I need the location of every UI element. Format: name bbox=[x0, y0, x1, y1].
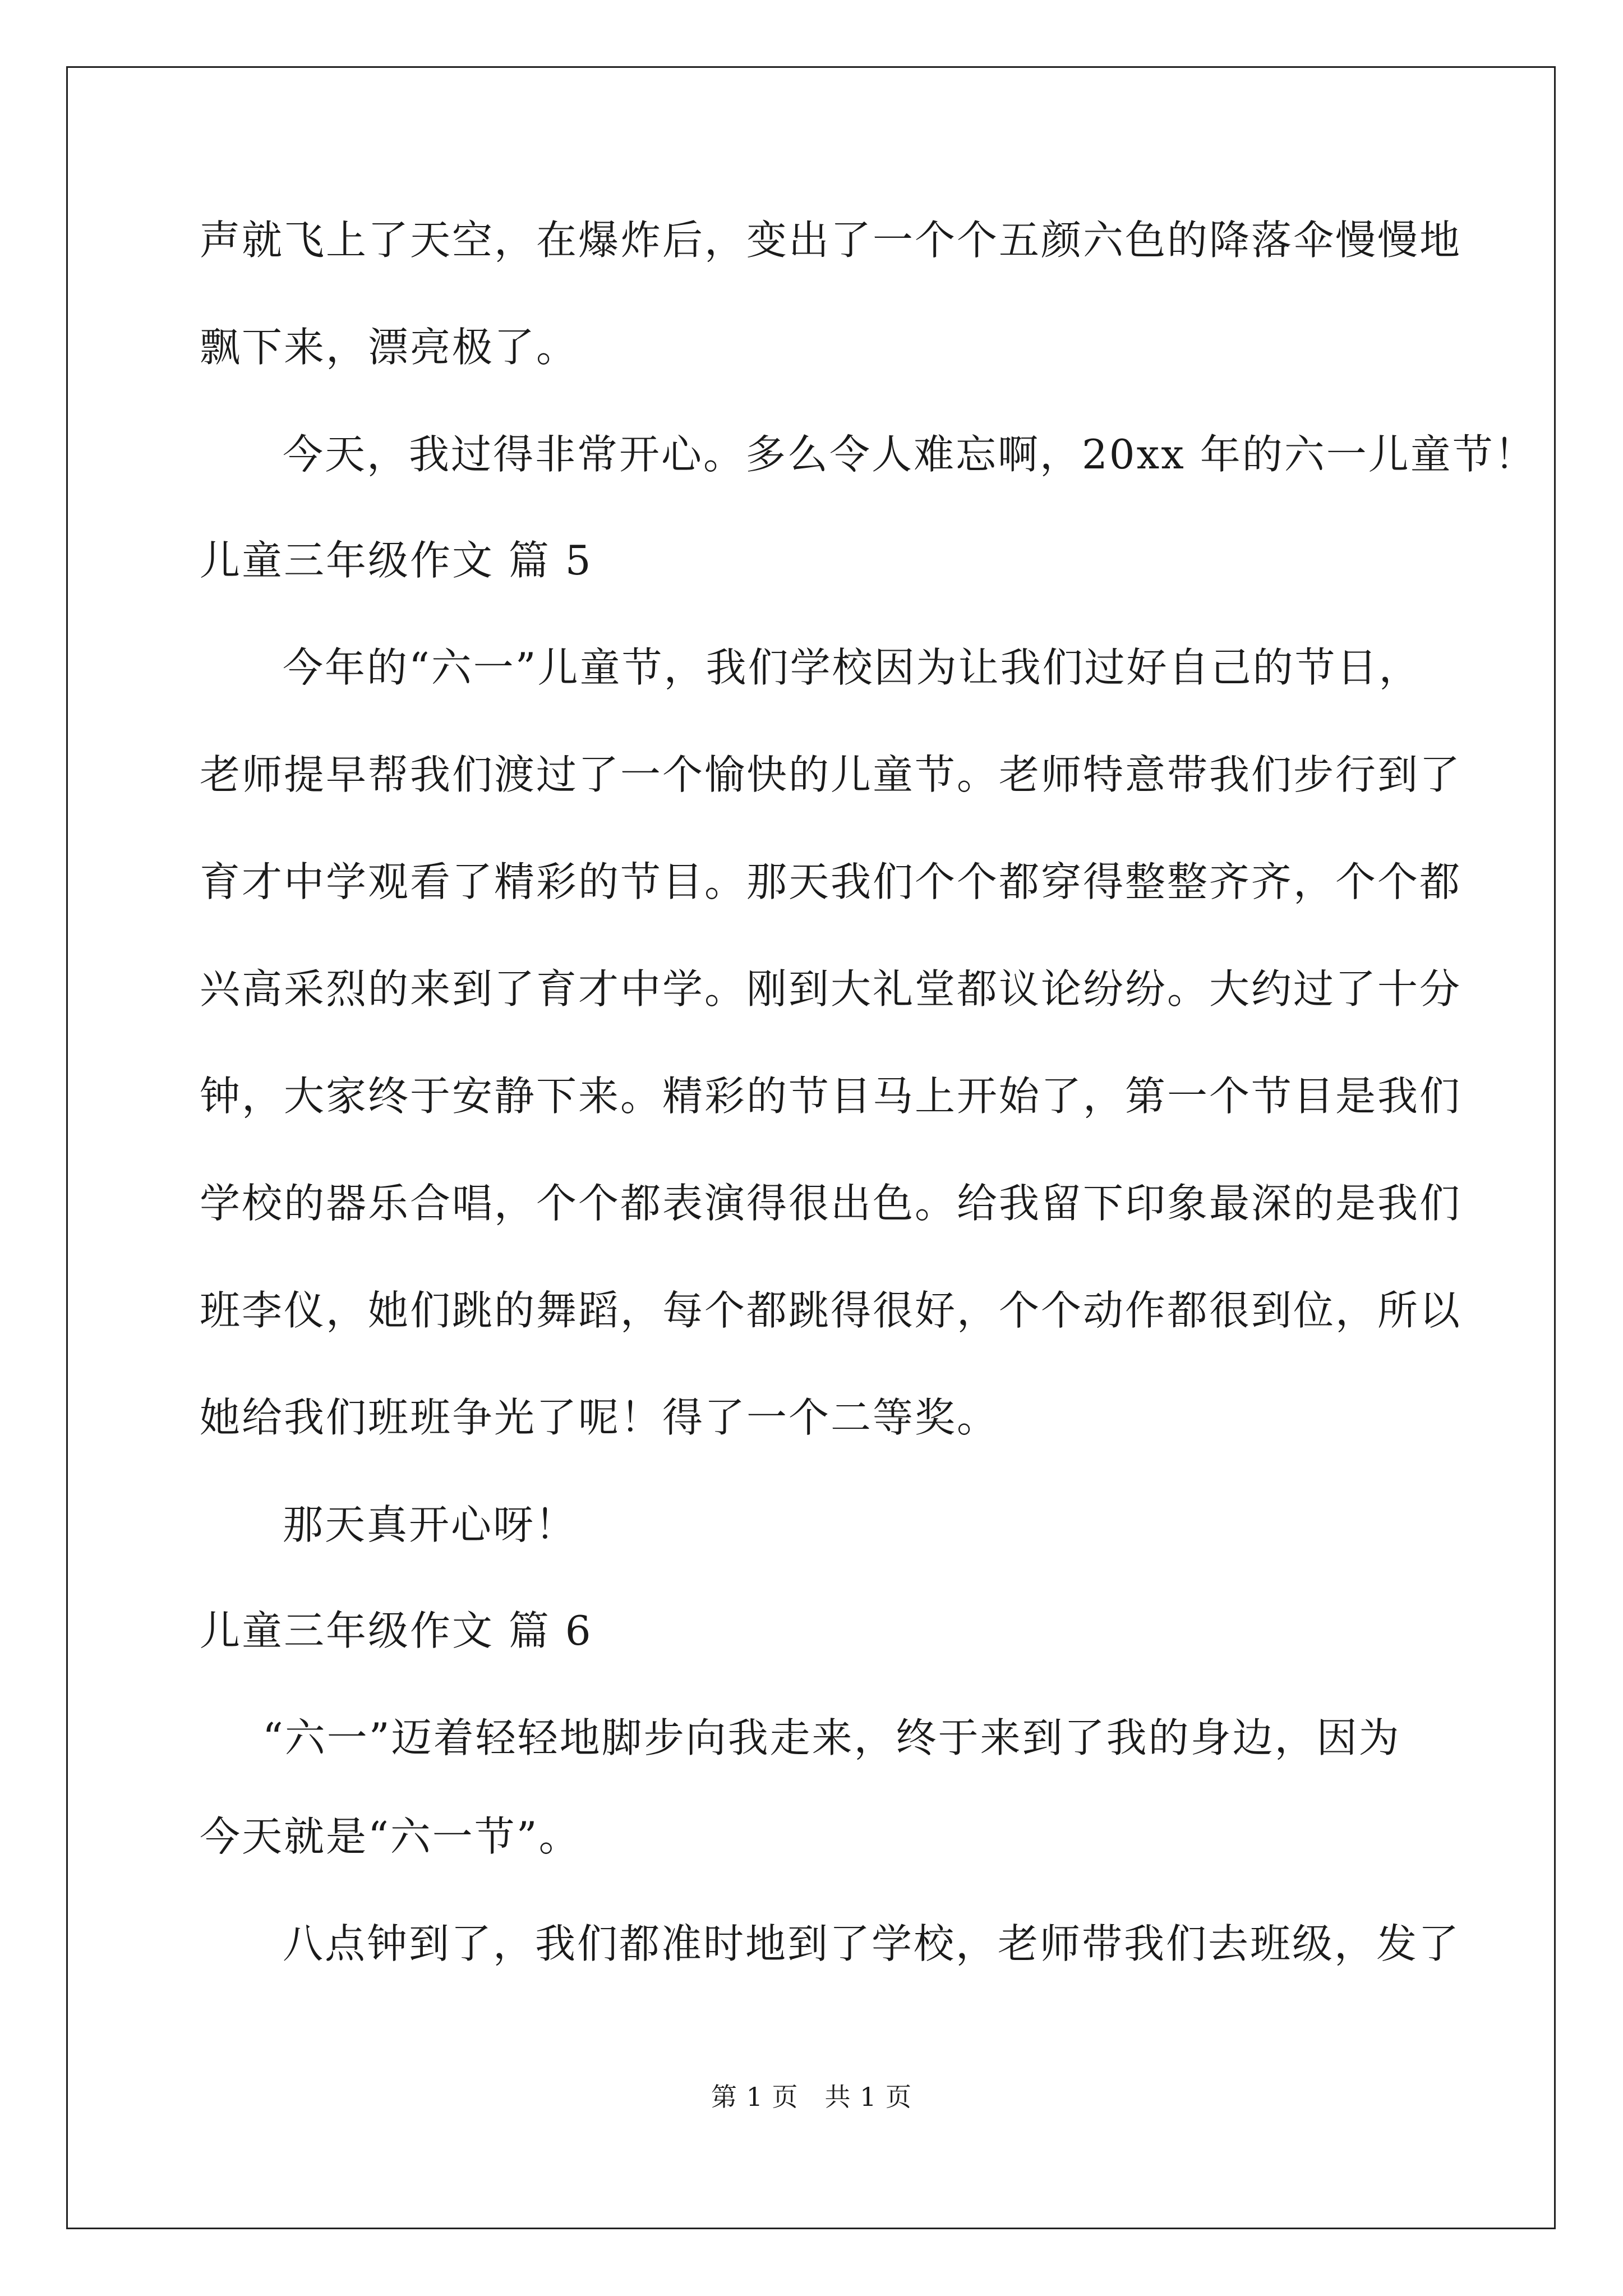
page-footer: 第 1 页 共 1 页 bbox=[711, 2082, 912, 2112]
document-body bbox=[200, 213, 1537, 1971]
paragraph-line: 育才中学观看了精彩的节目。那天我们个个都穿得整整齐齐，个个都 bbox=[200, 858, 1462, 905]
paragraph-line: 班李仪，她们跳的舞蹈，每个都跳得很好，个个动作都很到位，所以 bbox=[200, 1287, 1462, 1334]
paragraph-line: 声就飞上了天空，在爆炸后，变出了一个个五颜六色的降落伞慢慢地 bbox=[200, 217, 1462, 264]
section-heading: 儿童三年级作文 篇 5 bbox=[200, 537, 593, 584]
paragraph-line: 兴高采烈的来到了育才中学。刚到大礼堂都议论纷纷。大约过了十分 bbox=[200, 965, 1462, 1013]
paragraph-line: 八点钟到了，我们都准时地到了学校，老师带我们去班级，发了 bbox=[283, 1920, 1461, 1967]
paragraph-line: 飘下来，漂亮极了。 bbox=[200, 324, 579, 371]
section-heading: 儿童三年级作文 篇 6 bbox=[200, 1607, 593, 1654]
paragraph-line: 今天就是“六一节”。 bbox=[200, 1813, 581, 1860]
paragraph-line: 那天真开心呀！ bbox=[283, 1501, 578, 1548]
paragraph-line: 今天，我过得非常开心。多么令人难忘啊，20xx 年的六一儿童节！ bbox=[283, 431, 1537, 478]
paragraph-line: 今年的“六一”儿童节，我们学校因为让我们过好自己的节日， bbox=[283, 644, 1421, 691]
paragraph-line: 她给我们班班争光了呢！得了一个二等奖。 bbox=[200, 1394, 999, 1441]
paragraph-line: 学校的器乐合唱，个个都表演得很出色。给我留下印象最深的是我们 bbox=[200, 1180, 1462, 1227]
paragraph-line: 老师提早帮我们渡过了一个愉快的儿童节。老师特意带我们步行到了 bbox=[200, 751, 1462, 798]
paragraph-line: 钟，大家终于安静下来。精彩的节目马上开始了，第一个节目是我们 bbox=[200, 1073, 1462, 1120]
paragraph-line: “六一”迈着轻轻地脚步向我走来，终于来到了我的身边，因为 bbox=[262, 1714, 1401, 1761]
